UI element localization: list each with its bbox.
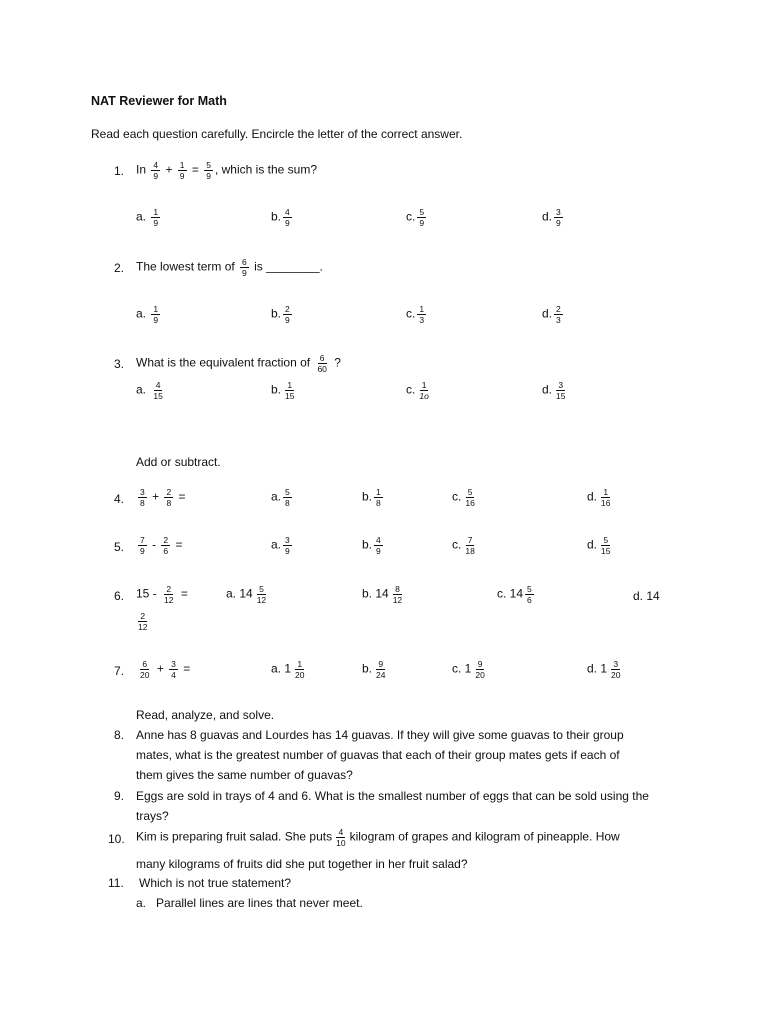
section-heading-solve: Read, analyze, and solve.	[136, 708, 275, 722]
q8-line: mates, what is the greatest number of guavas that each of their group mates gets if each of	[136, 748, 620, 762]
choice-a[interactable]: a. $\frac{1}{9}$	[136, 207, 159, 228]
q4-expression: $\frac{3}{8}$ + $\frac{2}{8}$ =	[140, 487, 186, 508]
q9-line: Eggs are sold in trays of 4 and 6. What is the smallest number of eggs that can be sold using the	[136, 789, 649, 803]
fraction: $\frac{5}{9}$	[206, 160, 211, 181]
choice-c[interactable]: c. $\frac{5}{16}$	[452, 487, 475, 508]
choice-a[interactable]: a. 14 $\frac{5}{12}$	[226, 584, 267, 605]
choice-d[interactable]: d. $\frac{3}{15}$	[542, 380, 566, 401]
q7-number: 7.	[114, 664, 125, 678]
q1-stem	[136, 160, 317, 181]
choice-d[interactable]: d. 14	[633, 589, 660, 603]
document-title: NAT Reviewer for Math	[91, 94, 227, 108]
fraction: $\frac{4}{9}$	[153, 160, 159, 181]
choice-a[interactable]: a. Parallel lines are lines that never meet.	[136, 896, 363, 910]
q10-line: Kim is preparing fruit salad. She puts $\frac{4}{10}$ kilogram of grapes and kilogram of pineapple. How	[136, 827, 620, 848]
choice-d[interactable]: d. $\frac{3}{9}$	[542, 207, 561, 228]
q8-number: 8.	[114, 728, 125, 742]
q10-line: many kilograms of fruits did she put together in her fruit salad?	[136, 857, 468, 871]
q1-text-b: , which is the sum?	[214, 162, 318, 177]
choice-c[interactable]: c. $\frac{5}{9}$	[406, 207, 425, 228]
fraction: $\frac{6}{60}$	[317, 353, 327, 374]
section-heading-add-subtract: Add or subtract.	[136, 455, 221, 469]
q8-line: them gives the same number of guavas?	[136, 768, 353, 782]
choice-d[interactable]: d. $\frac{2}{3}$	[542, 304, 561, 325]
q9-line: trays?	[136, 809, 169, 823]
q7-expression: $\frac{6}{20}$ + $\frac{3}{4}$ =	[140, 659, 191, 680]
q6-number: 6.	[114, 589, 125, 603]
q11-text: Which is not true statement?	[139, 876, 292, 890]
q2-stem: The lowest term of $\frac{6}{9}$ is ________.	[136, 257, 323, 278]
choice-b[interactable]: b. $\frac{1}{15}$	[271, 380, 295, 401]
instructions: Read each question carefully. Encircle the letter of the correct answer.	[91, 127, 463, 141]
choice-d[interactable]: d. $\frac{1}{16}$	[587, 487, 611, 508]
choice-c[interactable]: c. $\frac{1}{3}$	[406, 304, 425, 325]
fraction: $\frac{6}{9}$	[242, 257, 247, 278]
q4-number: 4.	[114, 492, 125, 506]
q2-number: 2.	[114, 261, 125, 275]
plus-sign: +	[165, 162, 173, 177]
fraction: $\frac{1}{9}$	[179, 160, 185, 181]
q5-expression: $\frac{7}{9}$ - $\frac{2}{6}$ =	[140, 535, 183, 556]
choice-d-continuation: $\frac{2}{12}$	[138, 611, 148, 632]
choice-c[interactable]: c. 1 $\frac{9}{20}$	[452, 659, 485, 680]
choice-a[interactable]: a. $\frac{3}{9}$	[271, 535, 290, 556]
q9-number: 9.	[114, 789, 125, 803]
choice-a[interactable]: a. $\frac{5}{8}$	[271, 487, 290, 508]
choice-b[interactable]: b. $\frac{4}{9}$	[362, 535, 381, 556]
choice-d[interactable]: d. $\frac{5}{15}$	[587, 535, 611, 556]
q3-stem: What is the equivalent fraction of $\frac{6}{60}$ ?	[136, 353, 341, 374]
q10-number: 10.	[108, 832, 125, 846]
choice-b[interactable]: b. $\frac{4}{9}$	[271, 207, 290, 228]
choice-c[interactable]: c. $\frac{7}{18}$	[452, 535, 475, 556]
choice-b[interactable]: b. $\frac{1}{8}$	[362, 487, 381, 508]
choice-a[interactable]: a. $\frac{4}{15}$	[136, 380, 163, 401]
q8-line: Anne has 8 guavas and Lourdes has 14 guavas. If they will give some guavas to their group	[136, 728, 624, 742]
q11-number: 11.	[108, 876, 124, 890]
choice-b[interactable]: b. $\frac{9}{24}$	[362, 659, 386, 680]
q1-text-a: In	[136, 162, 147, 177]
q1-number: 1.	[114, 164, 125, 178]
choice-a[interactable]: a. 1 $\frac{1}{20}$	[271, 659, 305, 680]
choice-a[interactable]: a. $\frac{1}{9}$	[136, 304, 159, 325]
choice-c[interactable]: c. 14 $\frac{5}{6}$	[497, 584, 532, 605]
q5-number: 5.	[114, 540, 125, 554]
choice-c[interactable]: c. $\frac{1}{1o}$	[406, 380, 429, 401]
equals-sign: =	[191, 162, 199, 177]
choice-b[interactable]: b. 14 $\frac{8}{12}$	[362, 584, 403, 605]
q6-expression: 15 - $\frac{2}{12}$ =	[136, 584, 188, 605]
q3-number: 3.	[114, 357, 125, 371]
choice-b[interactable]: b. $\frac{2}{9}$	[271, 304, 290, 325]
choice-d[interactable]: d. 1 $\frac{3}{20}$	[587, 659, 621, 680]
